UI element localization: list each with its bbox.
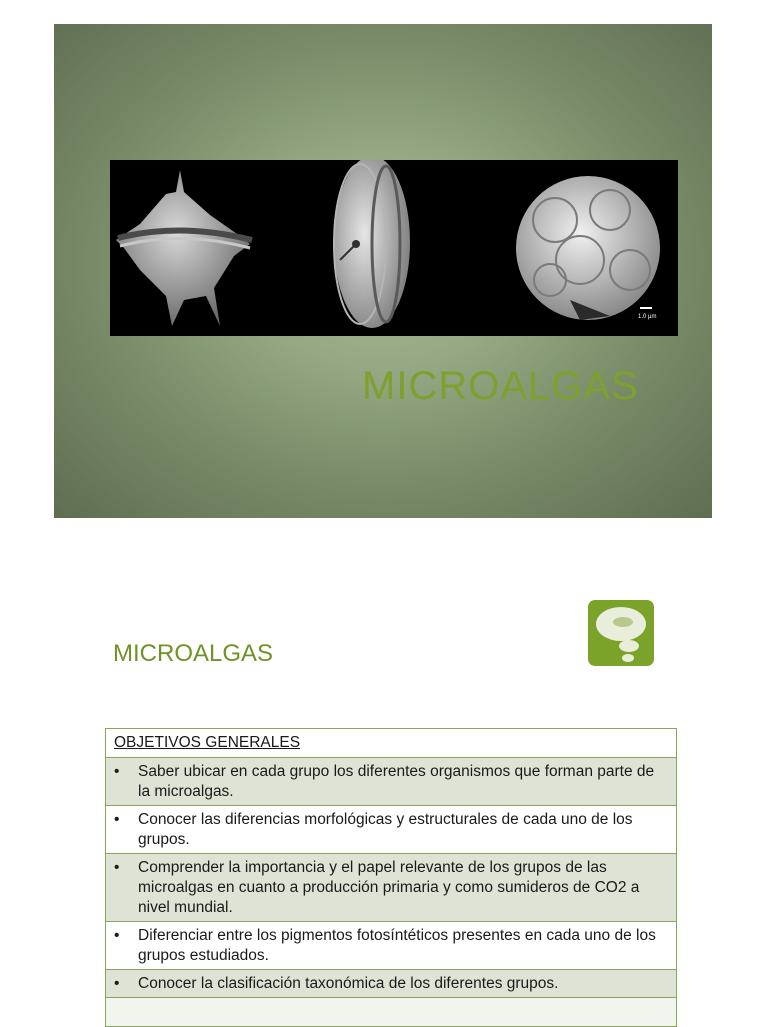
objective-item [106, 922, 676, 970]
objective-item [106, 970, 676, 998]
objective-item [106, 758, 676, 806]
objective-text: Diferenciar entre los pigmentos fotosíntéticos presentes en cada uno de los grupos estudiados. [138, 927, 656, 964]
bullet: • [114, 763, 120, 780]
bullet: • [114, 975, 120, 992]
bullet: • [114, 927, 120, 944]
bullet: • [114, 811, 120, 828]
objective-item [106, 854, 676, 922]
objective-item [106, 806, 676, 854]
objective-text: Conocer la clasificación taxonómica de los diferentes grupos. [138, 975, 559, 992]
objectives-table [105, 728, 677, 1027]
thought-bubble-icon [588, 600, 654, 666]
dinoflagellate-icon [116, 170, 252, 326]
slide1-title: MICROALGAS [362, 364, 639, 408]
bullet: • [114, 859, 120, 876]
diatom-icon [334, 160, 410, 328]
objectives-header: OBJETIVOS GENERALES [106, 729, 676, 758]
objective-text: Conocer las diferencias morfológicas y estructurales de cada uno de los grupos. [138, 811, 633, 848]
objective-text: Comprender la importancia y el papel relevante de los grupos de las microalgas en cuanto a producción primaria y como sumideros de CO2 a nivel mundial. [138, 859, 640, 916]
title-slide [54, 24, 712, 518]
objective-text: Saber ubicar en cada grupo los diferentes organismos que forman parte de la microalgas. [138, 763, 655, 800]
slide2-title: MICROALGAS [113, 640, 274, 667]
empty-row [106, 998, 676, 1027]
scale-bar-label: 1.0 µm [638, 314, 657, 320]
microalgae-image-strip [110, 160, 678, 336]
coccolithophore-icon [516, 176, 660, 320]
